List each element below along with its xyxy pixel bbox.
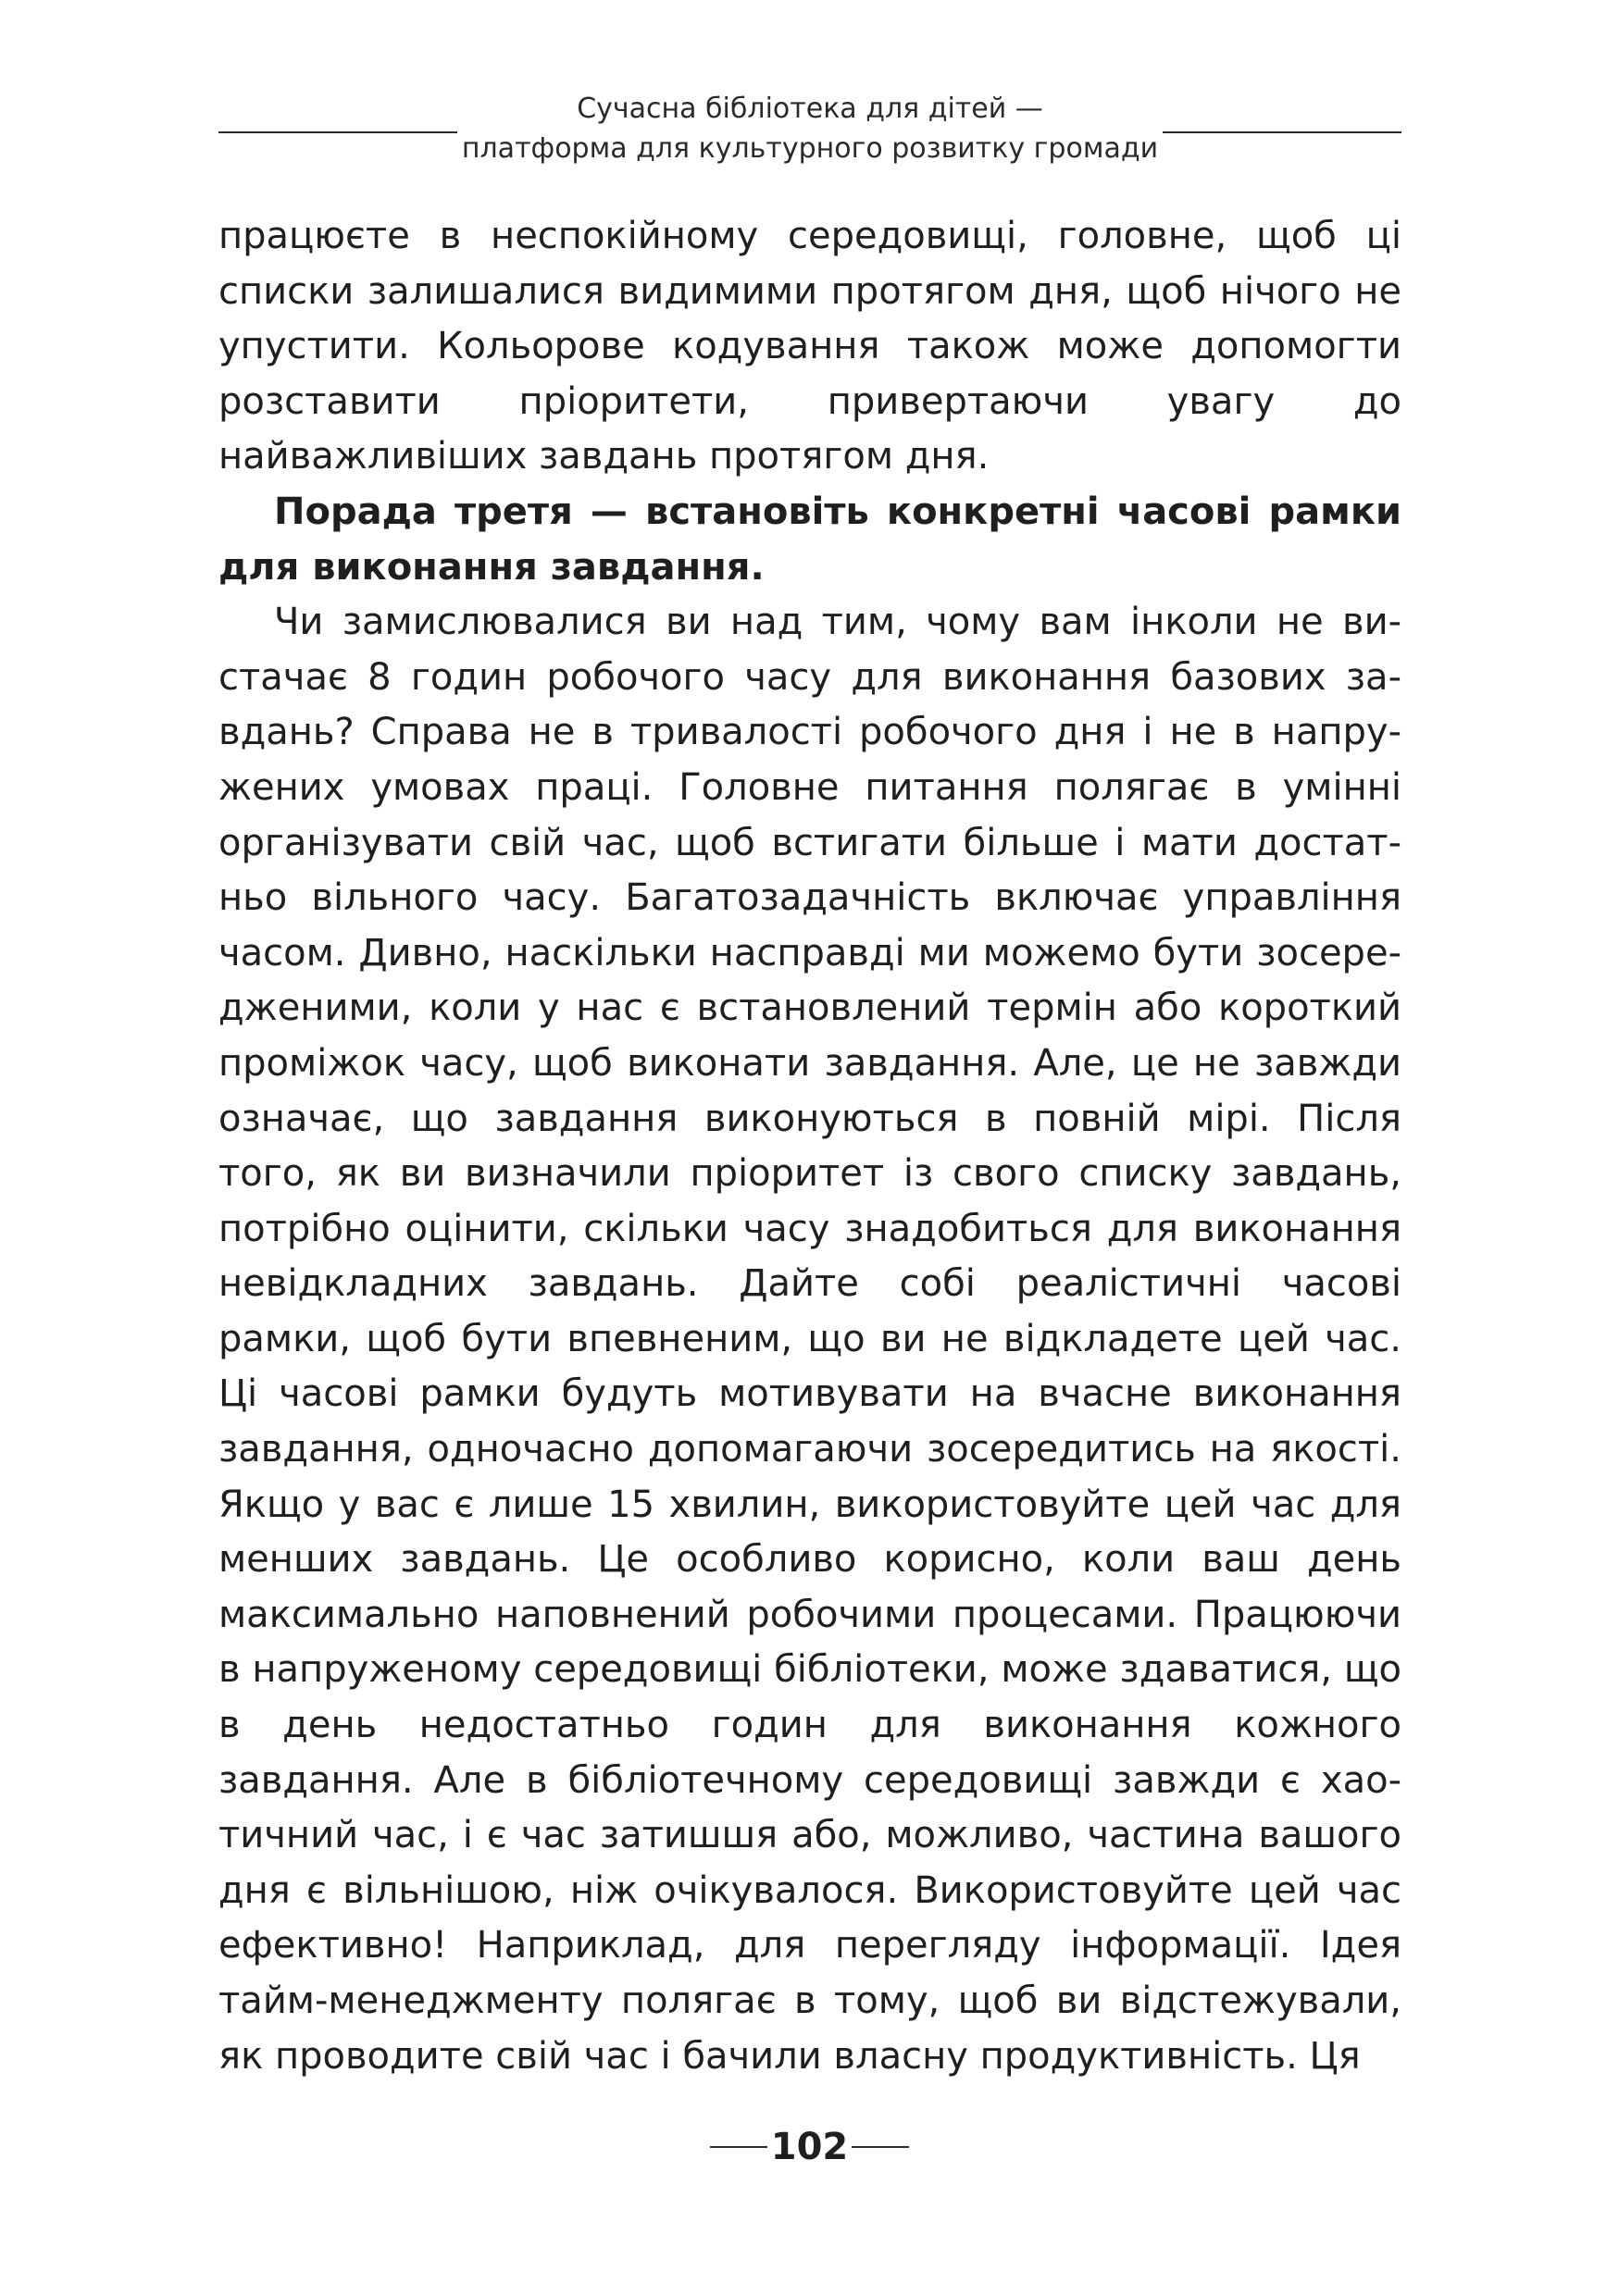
paragraph-main: Чи замислювалися ви над тим, чому вам інколи не вистачає 8 годин робочого часу для виконання базових завдань? Справа не в тривалості робочого дня і не в напружених умовах праці. Головне питання полягає в умінні організувати свій час, щоб встигати більше і мати достатньо вільного часу. Багатозадачність включає управління часом. Дивно, наскільки насправді ми можемо бути зосередженими, коли у нас є встановлений термін або короткий проміжок часу, щоб виконати завдання. Але, це не завжди означає, що завдання виконуються в повній мірі. Після того, як ви визначили пріоритет із свого списку завдань, потрібно оцінити, скільки часу знадобиться для виконання невідкладних завдань. Дайте собі реалістичні часові рамки, щоб бути впевненим, що ви не відкладете цей час. Ці часові рамки будуть мотивувати на вчасне виконання завдання, одночасно допомагаючи зосередитись на якості. Якщо у вас є лише 15 хвилин, використовуйте цей час для менших завдань. Це особливо корисно, коли ваш день максимально наповнений робочими процесами. Працюючи в напруженому середовищі бібліотеки, може здаватися, що в день недостатньо годин для виконання кожного завдання. Але в бібліотечному середовищі завжди є хаотичний час, і є час затишшя або, можливо, частина вашого дня є вільнішою, ніж очікувалося. Використовуйте цей час ефективно! Наприклад, для перегляду інформації. Ідея тайм-менеджменту полягає в тому, щоб ви відстежували, як проводите свій час і бачили власну продуктивність. Ця xyxy=(218,601,1401,2078)
tip-heading: Порада третя — встановіть конкретні часові рамки для виконання завдання. xyxy=(218,490,1401,589)
header-rule-left xyxy=(218,131,457,133)
page-footer xyxy=(0,2119,1619,2175)
page-body xyxy=(218,209,1401,2084)
page-number: 102 xyxy=(770,2126,849,2168)
header-rule-right xyxy=(1163,131,1401,133)
footer-dash-left xyxy=(710,2146,767,2148)
paragraph-continuation: працюєте в неспокійному середовищі, головне, щоб ці списки залишалися видимими протягом дня, щоб нічого не упустити. Кольорове кодування також може допомогти розставити пріоритети, привертаючи увагу до найважливіших завдань протягом дня. xyxy=(218,215,1401,478)
running-header xyxy=(218,89,1401,168)
header-title-line-2: платформа для культурного розвитку громади xyxy=(461,132,1159,165)
header-title-line-1: Сучасна бібліотека для дітей — xyxy=(577,93,1043,125)
footer-dash-right xyxy=(852,2146,909,2148)
header-title xyxy=(457,89,1163,168)
